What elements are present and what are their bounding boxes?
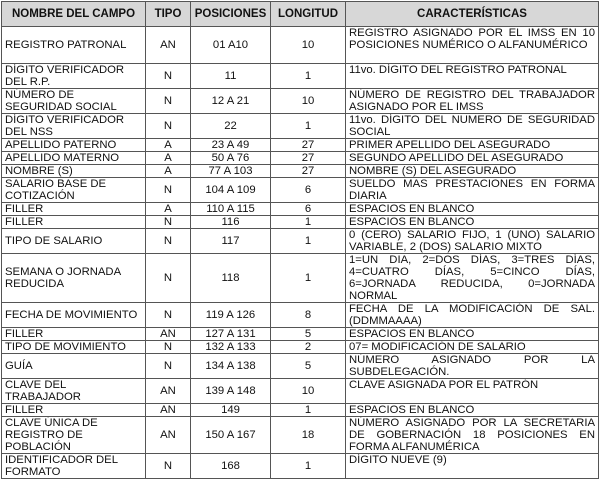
type-cell: N (146, 341, 191, 354)
length-cell: 5 (271, 354, 346, 379)
table-row (2, 303, 599, 328)
length-cell: 1 (271, 254, 346, 303)
characteristics-cell: REGISTRO ASIGNADO POR EL IMSS EN 10 POSICIONES NUMÉRICO O ALFANUMÉRICO (346, 27, 599, 64)
length-cell: 2 (271, 341, 346, 354)
field-name-cell: APELLIDO PATERNO (2, 139, 146, 152)
characteristics-cell: 1=UN DIA, 2=DOS DÍAS, 3=TRES DÍAS, 4=CUATRO DÍAS, 5=CINCO DÍAS, 6=JORNADA REDUCIDA, 0=JORNADA NORMAL (346, 254, 599, 303)
positions-cell: 116 (191, 216, 271, 229)
field-name-cell: NOMBRE (S) (2, 165, 146, 178)
table-row (2, 203, 599, 216)
positions-cell: 139 A 148 (191, 379, 271, 404)
characteristics-cell: CLAVE ASIGNADA POR EL PATRÓN (346, 379, 599, 404)
length-cell: 27 (271, 152, 346, 165)
characteristics-cell: ESPACIOS EN BLANCO (346, 203, 599, 216)
length-cell: 18 (271, 417, 346, 454)
positions-cell: 118 (191, 254, 271, 303)
characteristics-cell: NÚMERO ASIGNADO POR LA SUBDELEGACIÓN. (346, 354, 599, 379)
length-cell: 1 (271, 216, 346, 229)
length-cell: 5 (271, 328, 346, 341)
field-layout-document (1, 1, 599, 479)
table-row (2, 254, 599, 303)
positions-cell: 12 A 21 (191, 89, 271, 114)
type-cell: AN (146, 404, 191, 417)
length-cell: 1 (271, 114, 346, 139)
table-row (2, 89, 599, 114)
positions-cell: 127 A 131 (191, 328, 271, 341)
header-field-name: NOMBRE DEL CAMPO (2, 2, 146, 27)
field-name-cell: FILLER (2, 404, 146, 417)
field-name-cell: FILLER (2, 328, 146, 341)
type-cell: AN (146, 417, 191, 454)
positions-cell: 110 A 115 (191, 203, 271, 216)
table-row (2, 64, 599, 89)
field-name-cell: GUÍA (2, 354, 146, 379)
table-row (2, 178, 599, 203)
field-name-cell: TIPO DE MOVIMIENTO (2, 341, 146, 354)
field-name-cell: FILLER (2, 216, 146, 229)
characteristics-cell: ESPACIOS EN BLANCO (346, 216, 599, 229)
field-name-cell: DÍGITO VERIFICADOR DEL R.P. (2, 64, 146, 89)
length-cell: 10 (271, 27, 346, 64)
type-cell: A (146, 165, 191, 178)
type-cell: A (146, 203, 191, 216)
type-cell: N (146, 89, 191, 114)
positions-cell: 132 A 133 (191, 341, 271, 354)
table-row (2, 229, 599, 254)
type-cell: N (146, 254, 191, 303)
positions-cell: 119 A 126 (191, 303, 271, 328)
field-name-cell: REGISTRO PATRONAL (2, 27, 146, 64)
length-cell: 8 (271, 303, 346, 328)
header-positions: POSICIONES (191, 2, 271, 27)
header-characteristics: CARACTERÍSTICAS (346, 2, 599, 27)
characteristics-cell: SUELDO MAS PRESTACIONES EN FORMA DIARIA (346, 178, 599, 203)
table-row (2, 216, 599, 229)
table-header-row (2, 2, 599, 27)
type-cell: N (146, 354, 191, 379)
type-cell: A (146, 152, 191, 165)
field-name-cell: CLAVE ÚNICA DE REGISTRO DE POBLACIÓN (2, 417, 146, 454)
type-cell: N (146, 229, 191, 254)
positions-cell: 168 (191, 454, 271, 479)
length-cell: 6 (271, 178, 346, 203)
field-name-cell: NÚMERO DE SEGURIDAD SOCIAL (2, 89, 146, 114)
type-cell: N (146, 114, 191, 139)
table-body (2, 27, 599, 479)
length-cell: 1 (271, 404, 346, 417)
table-row (2, 165, 599, 178)
type-cell: AN (146, 328, 191, 341)
field-name-cell: FILLER (2, 203, 146, 216)
positions-cell: 22 (191, 114, 271, 139)
type-cell: N (146, 178, 191, 203)
characteristics-cell: FECHA DE LA MODIFICACIÓN DE SAL. (DDMMAAAA) (346, 303, 599, 328)
table-row (2, 139, 599, 152)
positions-cell: 01 A10 (191, 27, 271, 64)
table-row (2, 354, 599, 379)
characteristics-cell: 0 (CERO) SALARIO FIJO, 1 (UNO) SALARIO VARIABLE, 2 (DOS) SALARIO MIXTO (346, 229, 599, 254)
field-name-cell: FECHA DE MOVIMIENTO (2, 303, 146, 328)
length-cell: 1 (271, 229, 346, 254)
type-cell: N (146, 64, 191, 89)
positions-cell: 104 A 109 (191, 178, 271, 203)
length-cell: 10 (271, 89, 346, 114)
field-name-cell: SEMANA O JORNADA REDUCIDA (2, 254, 146, 303)
table-row (2, 328, 599, 341)
field-name-cell: CLAVE DEL TRABAJADOR (2, 379, 146, 404)
characteristics-cell: 11vo. DÍGITO DEL REGISTRO PATRONAL (346, 64, 599, 89)
positions-cell: 134 A 138 (191, 354, 271, 379)
type-cell: N (146, 216, 191, 229)
table-row (2, 454, 599, 479)
type-cell: N (146, 454, 191, 479)
field-name-cell: APELLIDO MATERNO (2, 152, 146, 165)
field-name-cell: DÍGITO VERIFICADOR DEL NSS (2, 114, 146, 139)
positions-cell: 77 A 103 (191, 165, 271, 178)
positions-cell: 50 A 76 (191, 152, 271, 165)
table-row (2, 379, 599, 404)
length-cell: 1 (271, 454, 346, 479)
characteristics-cell: SEGUNDO APELLIDO DEL ASEGURADO (346, 152, 599, 165)
characteristics-cell: 07= MODIFICACIÓN DE SALARIO (346, 341, 599, 354)
table-row (2, 152, 599, 165)
type-cell: AN (146, 27, 191, 64)
characteristics-cell: NOMBRE (S) DEL ASEGURADO (346, 165, 599, 178)
table-row (2, 417, 599, 454)
positions-cell: 150 A 167 (191, 417, 271, 454)
length-cell: 10 (271, 379, 346, 404)
positions-cell: 23 A 49 (191, 139, 271, 152)
length-cell: 27 (271, 139, 346, 152)
type-cell: A (146, 139, 191, 152)
characteristics-cell: 11vo. DÍGITO DEL NUMERO DE SEGURIDAD SOCIAL (346, 114, 599, 139)
table-row (2, 114, 599, 139)
positions-cell: 11 (191, 64, 271, 89)
type-cell: N (146, 303, 191, 328)
characteristics-cell: NÚMERO DE REGISTRO DEL TRABAJADOR ASIGNADO POR EL IMSS (346, 89, 599, 114)
table-row (2, 27, 599, 64)
characteristics-cell: NÚMERO ASIGNADO POR LA SECRETARIA DE GOBERNACIÓN 18 POSICIONES EN FORMA ALFANUMÉRICA (346, 417, 599, 454)
field-name-cell: IDENTIFICADOR DEL FORMATO (2, 454, 146, 479)
table-row (2, 404, 599, 417)
header-type: TIPO (146, 2, 191, 27)
field-layout-table (1, 1, 599, 479)
characteristics-cell: PRIMER APELLIDO DEL ASEGURADO (346, 139, 599, 152)
characteristics-cell: DÍGITO NUEVE (9) (346, 454, 599, 479)
length-cell: 1 (271, 64, 346, 89)
characteristics-cell: ESPACIOS EN BLANCO (346, 328, 599, 341)
type-cell: AN (146, 379, 191, 404)
positions-cell: 117 (191, 229, 271, 254)
header-length: LONGITUD (271, 2, 346, 27)
characteristics-cell: ESPACIOS EN BLANCO (346, 404, 599, 417)
length-cell: 27 (271, 165, 346, 178)
positions-cell: 149 (191, 404, 271, 417)
table-row (2, 341, 599, 354)
field-name-cell: SALARIO BASE DE COTIZACIÓN (2, 178, 146, 203)
length-cell: 6 (271, 203, 346, 216)
field-name-cell: TIPO DE SALARIO (2, 229, 146, 254)
